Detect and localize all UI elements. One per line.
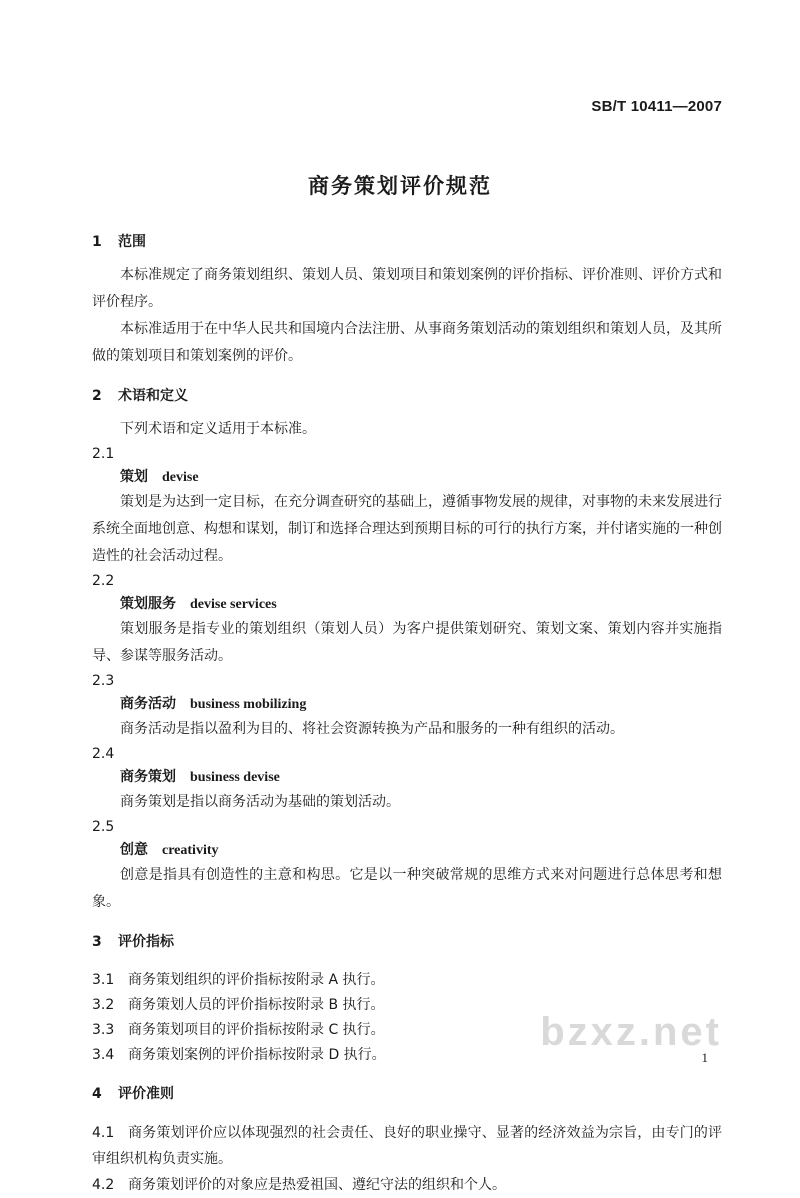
paragraph: 下列术语和定义适用于本标准。 — [120, 421, 316, 437]
section-number: 4 — [92, 1086, 102, 1102]
paragraph: 本标准适用于在中华人民共和国境内合法注册、从事商务策划活动的策划组织和策划人员，及其所做的策划项目和策划案例的评价。 — [92, 321, 722, 364]
term-cn: 创意 — [120, 842, 148, 858]
clause-text: 商务策划组织的评价指标按附录 A 执行。 — [128, 972, 385, 988]
term-heading — [92, 693, 722, 716]
clause-text: 商务策划项目的评价指标按附录 C 执行。 — [128, 1022, 385, 1038]
section-title: 评价指标 — [118, 934, 174, 950]
term-cn: 策划 — [120, 469, 148, 485]
term-en: devise — [162, 470, 199, 485]
clause-number: 3.2 — [92, 997, 115, 1013]
term-en: business devise — [190, 770, 280, 785]
clause-number: 4.1 — [92, 1125, 115, 1141]
section-title: 术语和定义 — [118, 388, 188, 404]
clause-number: 3.3 — [92, 1022, 115, 1038]
paragraph: 本标准规定了商务策划组织、策划人员、策划项目和策划案例的评价指标、评价准则、评价方式和评价程序。 — [92, 267, 722, 310]
term-en: devise services — [190, 597, 277, 612]
term-heading — [92, 766, 722, 789]
clause-number: 4.2 — [92, 1177, 115, 1193]
clause-text: 商务策划评价应以体现强烈的社会责任、良好的职业操守、显著的经济效益为宗旨，由专门的评审组织机构负责实施。 — [92, 1125, 722, 1167]
section-number: 1 — [92, 234, 102, 250]
term-cn: 策划服务 — [120, 596, 176, 612]
section-1-heading — [92, 230, 722, 254]
term-en: business mobilizing — [190, 697, 307, 712]
section-3-heading — [92, 930, 722, 954]
document-title: 商务策划评价规范 — [308, 174, 492, 198]
section-number: 3 — [92, 934, 102, 950]
term-heading — [92, 466, 722, 489]
watermark: bzxz.net — [540, 1010, 722, 1054]
clause-text: 商务策划案例的评价指标按附录 D 执行。 — [128, 1047, 386, 1063]
clause-text: 商务策划人员的评价指标按附录 B 执行。 — [128, 997, 385, 1013]
section-title: 范围 — [118, 234, 146, 250]
clause-number: 2.3 — [92, 673, 115, 689]
term-heading — [92, 593, 722, 616]
clause-text: 商务策划评价的对象应是热爱祖国、遵纪守法的组织和个人。 — [128, 1177, 506, 1193]
standard-code: SB/T 10411—2007 — [591, 98, 722, 115]
section-title: 评价准则 — [118, 1086, 174, 1102]
page-number: 1 — [701, 1050, 708, 1065]
clause-number: 3.4 — [92, 1047, 115, 1063]
term-cn: 商务活动 — [120, 696, 176, 712]
clause-item — [92, 1172, 722, 1198]
clause-number: 2.2 — [92, 573, 115, 589]
term-definition: 策划是为达到一定目标，在充分调查研究的基础上，遵循事物发展的规律，对事物的未来发展进行系统全面地创意、构想和谋划，制订和选择合理达到预期目标的可行的执行方案，并付诸实施的一种创造性的社会活动过程。 — [92, 494, 722, 564]
term-definition: 创意是指具有创造性的主意和构思。它是以一种突破常规的思维方式来对问题进行总体思考和想象。 — [92, 867, 722, 910]
clause-item — [92, 968, 722, 993]
section-2-heading — [92, 384, 722, 408]
section-number: 2 — [92, 388, 102, 404]
term-definition: 策划服务是指专业的策划组织（策划人员）为客户提供策划研究、策划文案、策划内容并实施指导、参谋等服务活动。 — [92, 621, 722, 664]
clause-number: 2.4 — [92, 746, 115, 762]
section-4-heading — [92, 1082, 722, 1106]
term-cn: 商务策划 — [120, 769, 176, 785]
clause-number: 2.5 — [92, 819, 115, 835]
clause-number: 2.1 — [92, 446, 115, 462]
clause-number: 3.1 — [92, 972, 115, 988]
term-definition: 商务活动是指以盈利为目的、将社会资源转换为产品和服务的一种有组织的活动。 — [120, 721, 624, 737]
term-en: creativity — [162, 843, 219, 858]
term-definition: 商务策划是指以商务活动为基础的策划活动。 — [120, 794, 400, 810]
term-heading — [92, 839, 722, 862]
clause-item — [92, 1120, 722, 1172]
